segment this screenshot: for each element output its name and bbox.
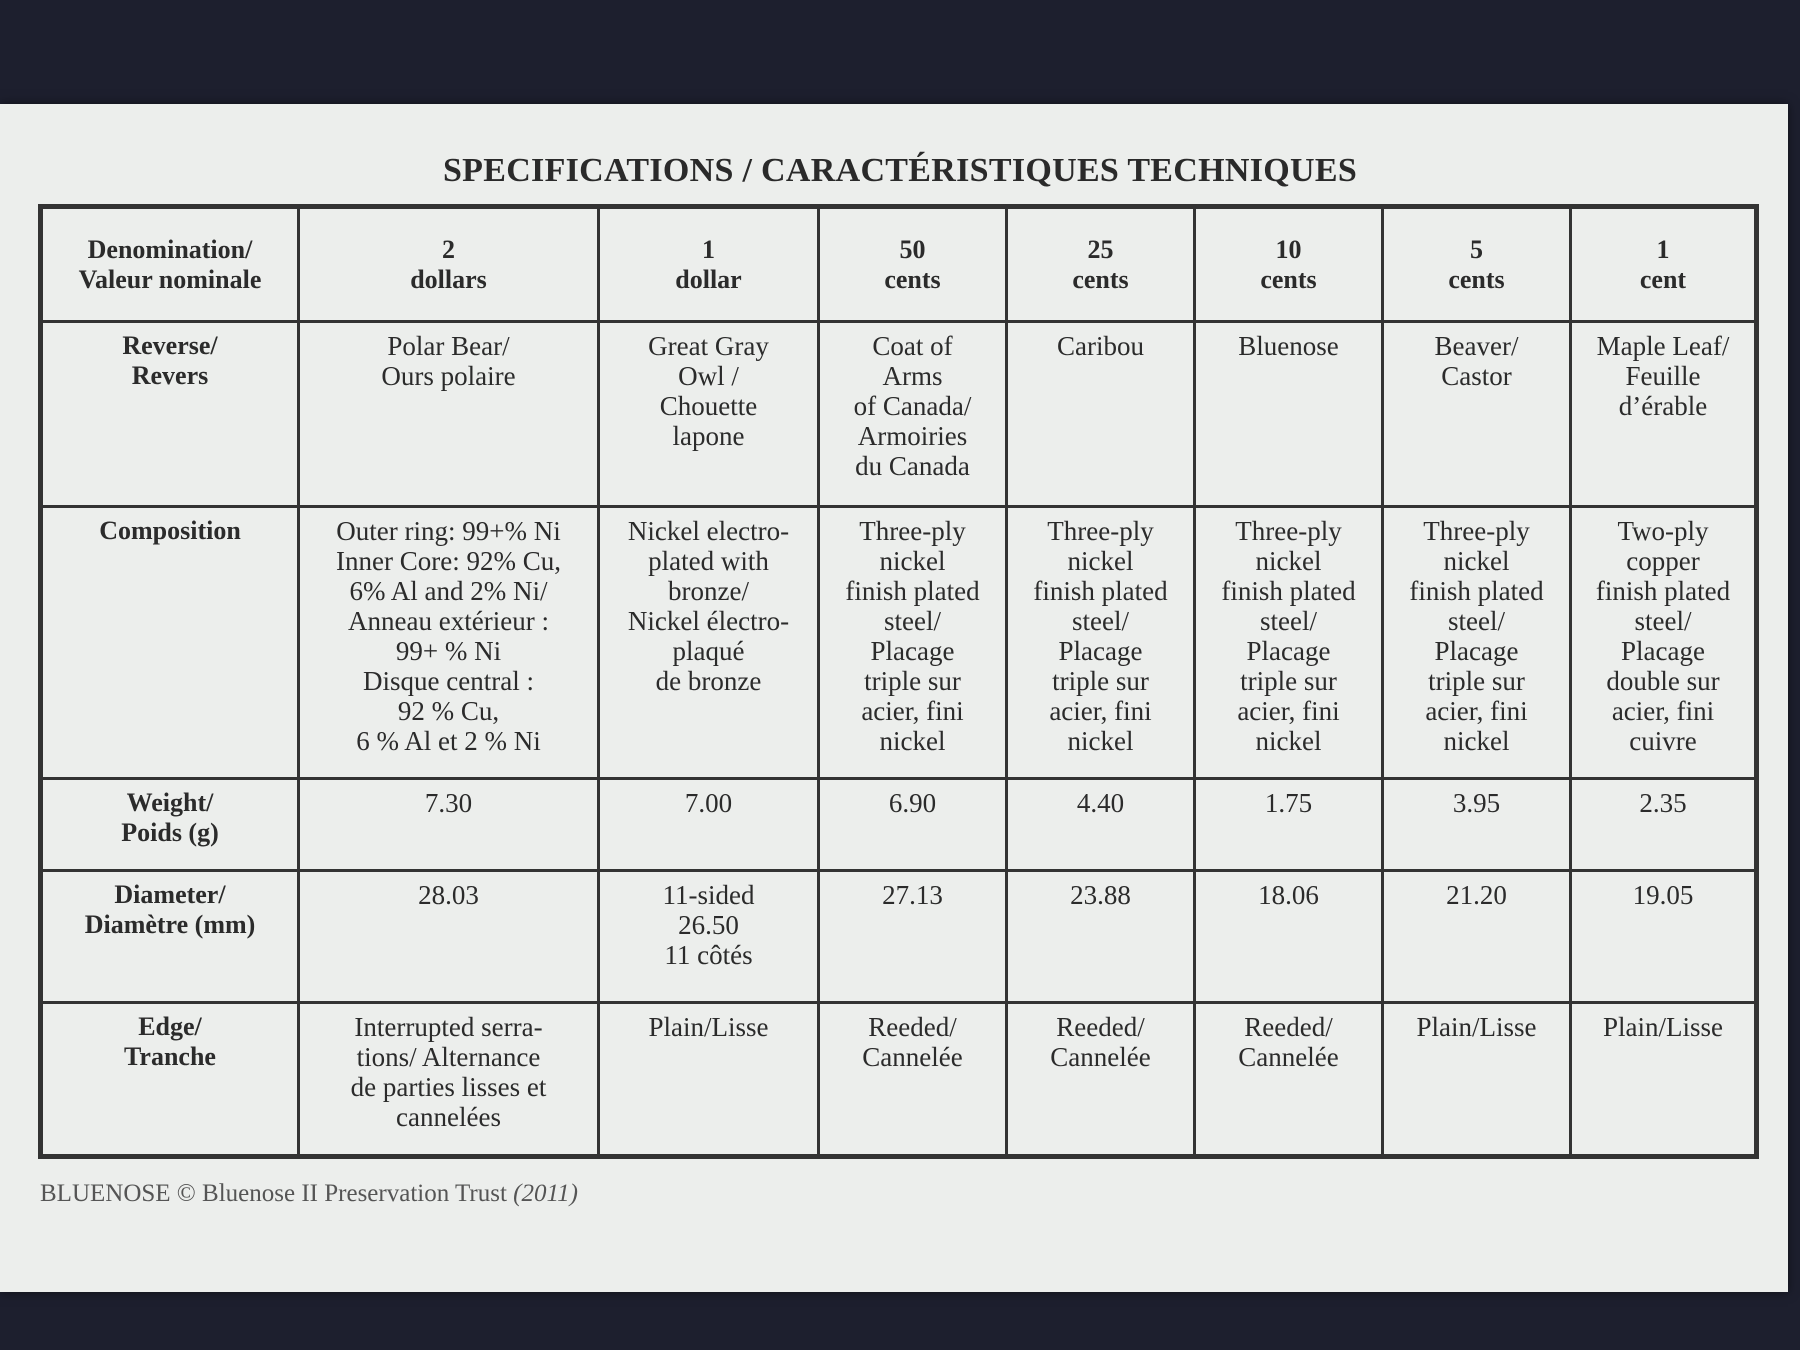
cell-line: nickel [1067, 726, 1134, 757]
cell-line: 10 [1275, 234, 1302, 264]
row-header-line: Weight/ [126, 787, 214, 817]
cell-weight [1383, 778, 1571, 871]
cell-line: Placage [1246, 636, 1331, 667]
row-weight [41, 778, 1757, 871]
cell-line: Reeded/ [1244, 1011, 1333, 1042]
cell-line: Three-ply [859, 516, 966, 547]
row-header-line: Tranche [124, 1041, 216, 1071]
cell-line: Inner Core: 92% Cu, [336, 546, 561, 577]
row-header-line: Reverse/ [122, 331, 218, 361]
cell-line: 28.03 [418, 880, 479, 911]
cell-edge [1195, 1002, 1383, 1156]
cell-edge [599, 1002, 819, 1156]
cell-line: acier, fini [1237, 696, 1340, 727]
cell-line: 21.20 [1446, 880, 1507, 911]
cell-line: bronze/ [668, 576, 749, 607]
cell-line: 11 côtés [664, 940, 753, 971]
cell-diameter [1195, 871, 1383, 1003]
row-header-line: Valeur nominale [78, 264, 262, 294]
cell-line: cannelées [396, 1101, 501, 1132]
cell-diameter [1383, 871, 1571, 1003]
cell-line: plated with [648, 546, 769, 577]
copyright-text: BLUENOSE © Bluenose II Preservation Trust [40, 1180, 507, 1207]
cell-composition [1007, 507, 1195, 778]
cell-reverse [1195, 322, 1383, 507]
cell-composition [599, 507, 819, 778]
cell-line: Two-ply [1617, 516, 1709, 547]
cell-line: Interrupted serra- [354, 1011, 543, 1042]
cell-line: 6% Al and 2% Ni/ [349, 576, 548, 607]
cell-diameter [1007, 871, 1195, 1003]
cell-line: finish plated [1409, 576, 1544, 607]
cell-reverse [819, 322, 1007, 507]
cell-composition [1383, 507, 1571, 778]
cell-diameter [299, 871, 599, 1003]
cell-line: 26.50 [678, 910, 739, 941]
cell-edge [299, 1002, 599, 1156]
cell-line: Anneau extérieur : [348, 606, 549, 637]
cell-line: Castor [1441, 361, 1512, 392]
cell-line: cent [1639, 264, 1687, 294]
row-header-denomination [41, 207, 299, 322]
cell-line: Placage [870, 636, 955, 667]
copyright-year: (2011) [513, 1180, 578, 1207]
cell-line: Bluenose [1238, 331, 1339, 362]
cell-line: Caribou [1057, 331, 1144, 362]
cell-weight [1007, 778, 1195, 871]
cell-reverse [599, 322, 819, 507]
cell-line: 7.00 [684, 787, 733, 818]
cell-line: nickel [1255, 546, 1322, 577]
cell-line: Coat of [872, 331, 953, 362]
cell-line: Arms [882, 361, 943, 392]
cell-line: triple sur [864, 666, 961, 697]
cell-line: finish plated [1033, 576, 1168, 607]
row-header-line: Composition [99, 516, 241, 546]
cell-line: cents [1260, 264, 1317, 294]
cell-line: acier, fini [1049, 696, 1152, 727]
cell-line: nickel [1255, 726, 1322, 757]
cell-line: Cannelée [862, 1041, 963, 1072]
cell-edge [1571, 1002, 1757, 1156]
cell-line: triple sur [1240, 666, 1337, 697]
cell-line: 7.30 [424, 787, 473, 818]
cell-line: Plain/Lisse [1416, 1011, 1537, 1042]
cell-reverse [1007, 322, 1195, 507]
cell-composition [1195, 507, 1383, 778]
cell-line: 92 % Cu, [397, 696, 500, 727]
cell-line: 5 [1470, 234, 1483, 264]
cell-weight [819, 778, 1007, 871]
cell-line: nickel [879, 546, 946, 577]
cell-line: 4.40 [1076, 787, 1125, 818]
row-header-line: Diameter/ [114, 880, 226, 910]
cell-denomination [1195, 207, 1383, 322]
cell-denomination [599, 207, 819, 322]
cell-line: Cannelée [1050, 1041, 1151, 1072]
cell-line: Disque central : [363, 666, 534, 697]
cell-line: dollars [410, 264, 487, 294]
cell-line: finish plated [1221, 576, 1356, 607]
cell-line: Placage [1621, 636, 1705, 667]
cell-line: acier, fini [1425, 696, 1528, 727]
row-header-line: Poids (g) [121, 817, 219, 847]
cell-line: 2 [442, 234, 455, 264]
row-header-reverse [41, 322, 299, 507]
row-header-edge [41, 1002, 299, 1156]
cell-line: cuivre [1629, 726, 1697, 757]
cell-weight [1571, 778, 1757, 871]
cell-line: 50 [899, 234, 926, 264]
cell-line: Nickel électro- [627, 606, 790, 637]
copyright-footer [40, 1180, 578, 1208]
cell-line: Placage [1434, 636, 1519, 667]
cell-edge [819, 1002, 1007, 1156]
cell-line: 1 [702, 234, 715, 264]
cell-line: Beaver/ [1434, 331, 1519, 362]
cell-line: steel/ [1260, 606, 1317, 637]
cell-line: Maple Leaf/ [1596, 331, 1730, 362]
cell-diameter [599, 871, 819, 1003]
cell-line: 27.13 [882, 880, 943, 911]
cell-line: cents [884, 264, 941, 294]
cell-line: dollar [675, 264, 742, 294]
cell-line: Outer ring: 99+% Ni [336, 516, 561, 547]
cell-denomination [1571, 207, 1757, 322]
cell-line: lapone [672, 421, 745, 452]
cell-line: d’érable [1618, 391, 1708, 422]
cell-line: Great Gray [648, 331, 769, 362]
cell-line: nickel [1443, 546, 1510, 577]
row-header-line: Edge/ [138, 1011, 202, 1041]
cell-line: Reeded/ [1056, 1011, 1145, 1042]
cell-line: nickel [1067, 546, 1134, 577]
cell-composition [819, 507, 1007, 778]
cell-line: Placage [1058, 636, 1143, 667]
specifications-card [0, 104, 1788, 1292]
cell-line: nickel [1443, 726, 1510, 757]
row-header-diameter [41, 871, 299, 1003]
cell-line: Cannelée [1238, 1041, 1339, 1072]
cell-line: 23.88 [1070, 880, 1131, 911]
cell-line: 6.90 [888, 787, 937, 818]
cell-edge [1007, 1002, 1195, 1156]
cell-line: 18.06 [1258, 880, 1319, 911]
cell-line: 19.05 [1632, 880, 1694, 911]
cell-composition [299, 507, 599, 778]
cell-line: Plain/Lisse [1603, 1011, 1723, 1042]
page-title: SPECIFICATIONS / CARACTÉRISTIQUES TECHNIQUES [442, 152, 1358, 189]
cell-line: cents [1448, 264, 1505, 294]
cell-line: 1 [1656, 234, 1670, 264]
cell-line: triple sur [1052, 666, 1149, 697]
cell-line: double sur [1606, 666, 1720, 697]
cell-line: cents [1072, 264, 1129, 294]
cell-line: de parties lisses et [350, 1071, 547, 1102]
cell-line: triple sur [1428, 666, 1525, 697]
cell-line: Owl / [678, 361, 739, 392]
cell-line: copper [1626, 546, 1700, 577]
row-edge [41, 1002, 1757, 1156]
cell-denomination [1383, 207, 1571, 322]
row-diameter [41, 871, 1757, 1003]
cell-denomination [1007, 207, 1195, 322]
row-header-line: Denomination/ [87, 234, 253, 264]
row-denomination [41, 207, 1757, 322]
cell-reverse [1383, 322, 1571, 507]
cell-line: 2.35 [1639, 787, 1687, 818]
cell-line: Feuille [1625, 361, 1701, 392]
cell-diameter [1571, 871, 1757, 1003]
cell-line: Plain/Lisse [648, 1011, 769, 1042]
cell-weight [1195, 778, 1383, 871]
specifications-table [38, 204, 1759, 1159]
cell-line: acier, fini [1611, 696, 1715, 727]
cell-line: steel/ [1634, 606, 1692, 637]
cell-line: 99+ % Ni [395, 636, 502, 667]
cell-line: Three-ply [1047, 516, 1154, 547]
cell-line: Nickel electro- [627, 516, 790, 547]
cell-edge [1383, 1002, 1571, 1156]
cell-weight [299, 778, 599, 871]
cell-line: Armoiries [857, 421, 968, 452]
cell-line: Three-ply [1235, 516, 1342, 547]
cell-line: finish plated [1595, 576, 1731, 607]
cell-line: 11-sided [662, 880, 755, 911]
cell-weight [599, 778, 819, 871]
cell-line: Ours polaire [381, 361, 516, 392]
cell-diameter [819, 871, 1007, 1003]
row-reverse [41, 322, 1757, 507]
cell-denomination [819, 207, 1007, 322]
cell-line: nickel [879, 726, 946, 757]
row-header-line: Revers [131, 361, 209, 391]
cell-line: Chouette [659, 391, 758, 422]
cell-line: steel/ [884, 606, 941, 637]
cell-line: Three-ply [1423, 516, 1530, 547]
cell-reverse [299, 322, 599, 507]
row-header-weight [41, 778, 299, 871]
cell-composition [1571, 507, 1757, 778]
cell-line: 1.75 [1264, 787, 1313, 818]
cell-line: plaqué [672, 636, 745, 667]
cell-line: 25 [1087, 234, 1114, 264]
cell-line: du Canada [855, 451, 970, 482]
cell-line: acier, fini [861, 696, 964, 727]
cell-line: 6 % Al et 2 % Ni [356, 726, 541, 757]
row-header-composition [41, 507, 299, 778]
cell-reverse [1571, 322, 1757, 507]
cell-line: 3.95 [1452, 787, 1501, 818]
cell-line: steel/ [1072, 606, 1129, 637]
cell-line: of Canada/ [853, 391, 972, 422]
cell-line: tions/ Alternance [356, 1041, 541, 1072]
cell-line: Polar Bear/ [387, 331, 510, 362]
cell-denomination [299, 207, 599, 322]
row-composition [41, 507, 1757, 778]
cell-line: de bronze [655, 666, 762, 697]
cell-line: steel/ [1448, 606, 1505, 637]
cell-line: Reeded/ [868, 1011, 957, 1042]
cell-line: finish plated [845, 576, 980, 607]
row-header-line: Diamètre (mm) [84, 910, 256, 940]
